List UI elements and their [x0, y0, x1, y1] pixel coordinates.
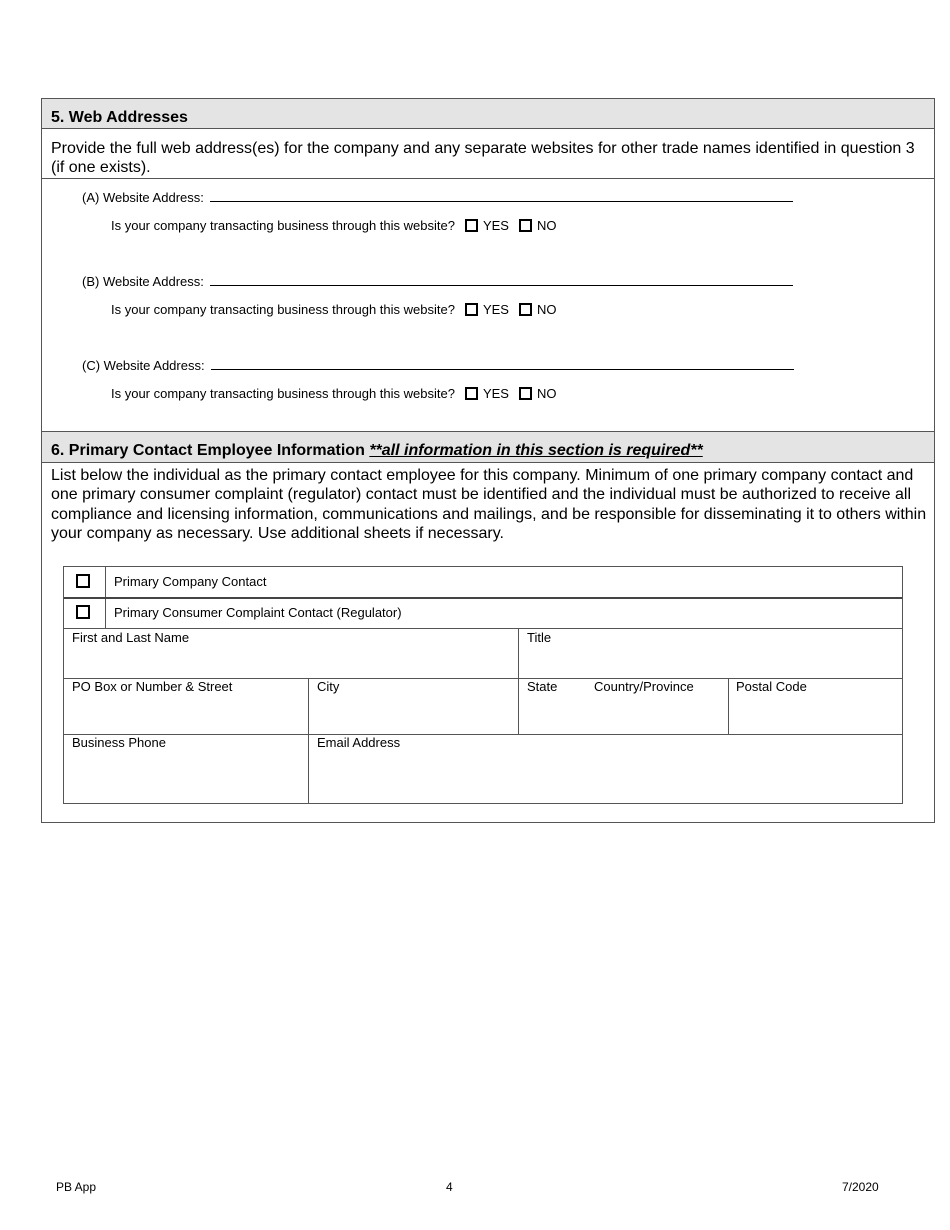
section-5-instructions: Provide the full web address(es) for the company and any separate websites for other trade names identified in question 3 (if one exists). [51, 140, 915, 177]
divider [42, 178, 934, 179]
checkbox-icon[interactable] [465, 219, 478, 232]
checkbox-icon[interactable] [519, 219, 532, 232]
section-6-title: 6. Primary Contact Employee Information [51, 442, 365, 459]
website-b-question-row [111, 302, 556, 317]
section-6-heading [42, 431, 934, 463]
website-c-question: Is your company transacting business through this website? [111, 386, 455, 401]
primary-company-contact-checkbox[interactable] [76, 574, 90, 588]
website-a-row [82, 189, 793, 205]
application-form-page [41, 98, 935, 823]
divider [308, 678, 309, 804]
website-a-label: (A) Website Address: [82, 190, 204, 205]
website-a-question: Is your company transacting business through this website? [111, 218, 455, 233]
primary-complaint-contact-checkbox[interactable] [76, 605, 90, 619]
footer-form-id: PB App [56, 1180, 97, 1194]
postal-code-field-label: Postal Code [736, 679, 807, 694]
section-6-required-note: **all information in this section is required** [369, 442, 703, 459]
name-field-label: First and Last Name [72, 630, 190, 645]
title-field-label: Title [527, 630, 552, 645]
divider [64, 628, 902, 629]
website-a-input[interactable] [210, 189, 793, 202]
website-a-question-row [111, 218, 556, 233]
state-field-label: State [527, 679, 558, 694]
website-c-yes-option[interactable]: YES [465, 386, 509, 401]
country-field-label: Country/Province [594, 679, 694, 694]
checkbox-icon[interactable] [465, 387, 478, 400]
website-c-row [82, 357, 794, 373]
website-a-no-option[interactable]: NO [519, 218, 557, 233]
city-field-label: City [317, 679, 340, 694]
email-field-label: Email Address [317, 735, 401, 750]
section-5-heading: 5. Web Addresses [42, 99, 934, 129]
street-field-label: PO Box or Number & Street [72, 679, 233, 694]
website-b-question: Is your company transacting business through this website? [111, 302, 455, 317]
checkbox-icon[interactable] [519, 303, 532, 316]
website-b-yes-option[interactable]: YES [465, 302, 509, 317]
footer-page-number: 4 [446, 1180, 453, 1194]
checkbox-icon[interactable] [465, 303, 478, 316]
divider [518, 628, 519, 734]
website-b-label: (B) Website Address: [82, 274, 204, 289]
section-6-instructions: List below the individual as the primary contact employee for this company. Minimum of one primary company contact and one primary consumer complaint (regulator) contact must be identified and the individual must be authorized to receive all compliance and licensing information, communications and mailings, and be responsible for disseminating it to others within your company as necessary. Use additional sheets if necessary. [51, 467, 927, 542]
divider [64, 734, 902, 735]
divider [64, 597, 902, 599]
primary-complaint-contact-label: Primary Consumer Complaint Contact (Regulator) [114, 605, 402, 620]
footer-date: 7/2020 [842, 1180, 879, 1194]
website-b-input[interactable] [210, 273, 793, 286]
website-a-yes-option[interactable]: YES [465, 218, 509, 233]
checkbox-icon[interactable] [519, 387, 532, 400]
business-phone-field-label: Business Phone [72, 735, 166, 750]
website-c-input[interactable] [211, 357, 794, 370]
website-c-no-option[interactable]: NO [519, 386, 557, 401]
divider [728, 678, 729, 734]
website-c-question-row [111, 386, 556, 401]
contact-table [63, 566, 903, 804]
primary-company-contact-label: Primary Company Contact [114, 574, 267, 589]
website-b-no-option[interactable]: NO [519, 302, 557, 317]
website-c-label: (C) Website Address: [82, 358, 205, 373]
website-b-row [82, 273, 793, 289]
